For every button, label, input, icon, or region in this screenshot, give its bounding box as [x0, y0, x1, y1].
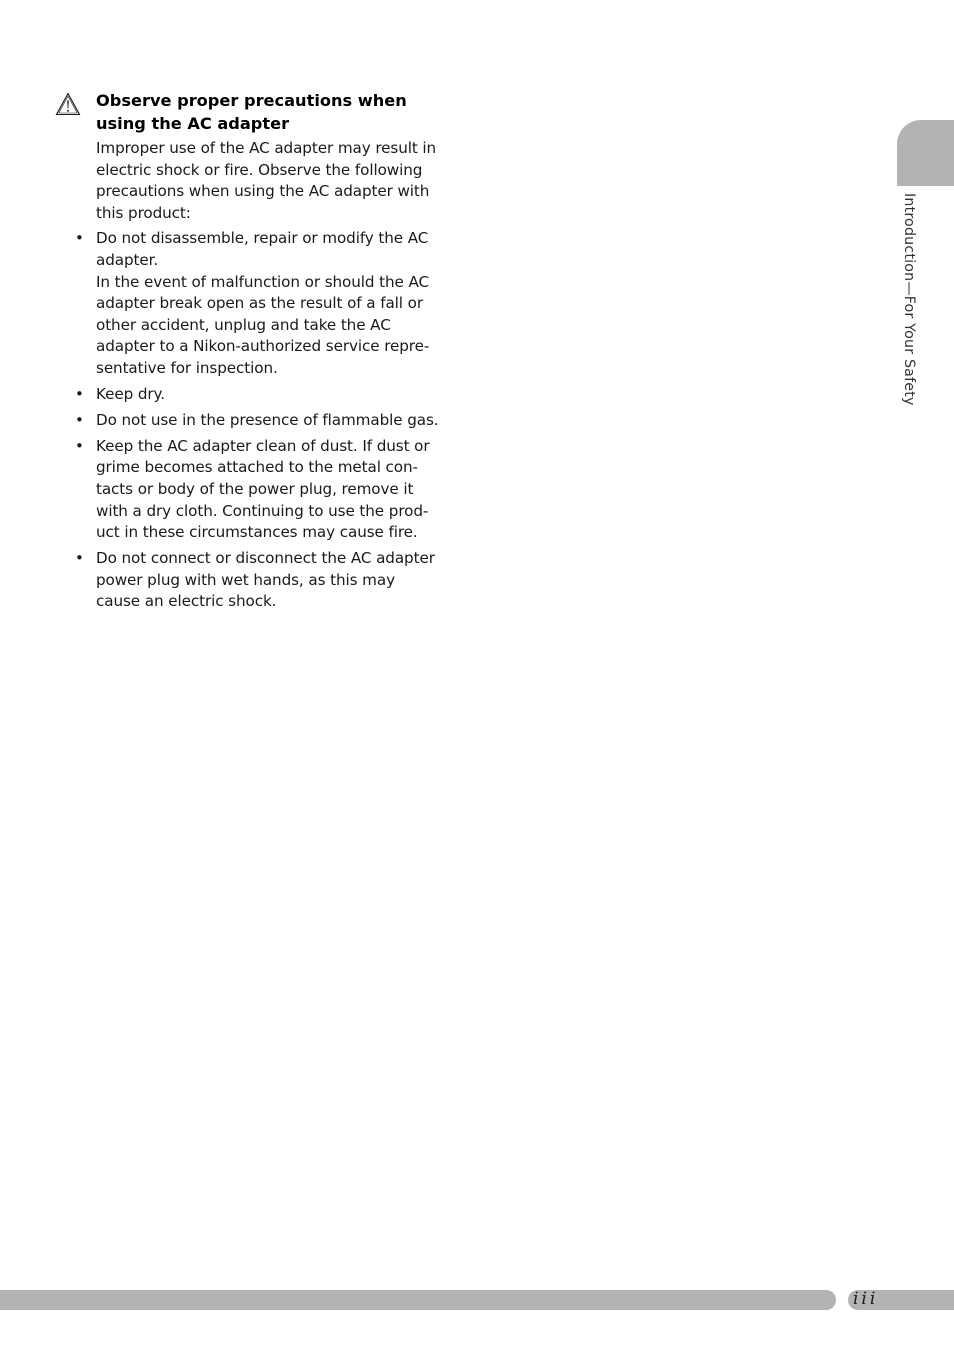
list-item-line: adapter.	[96, 250, 159, 269]
intro-paragraph	[96, 138, 456, 224]
ac-adapter-precautions-section	[75, 89, 456, 617]
bullet-icon: •	[75, 229, 84, 248]
list-item	[75, 384, 456, 406]
intro-line: electric shock or fire. Observe the following	[96, 160, 423, 179]
list-item-line: power plug with wet hands, as this may	[96, 570, 395, 589]
list-item	[75, 410, 456, 432]
list-item-line: tacts or body of the power plug, remove it	[96, 480, 414, 499]
list-item-line: adapter to a Nikon-authorized service repre-	[96, 337, 430, 356]
list-item-line: uct in these circumstances may cause fire.	[96, 523, 418, 542]
list-item	[75, 228, 456, 379]
chapter-label: Introduction—For Your Safety	[901, 193, 917, 406]
list-item-line: other accident, unplug and take the AC	[96, 315, 391, 334]
list-item-line: Keep the AC adapter clean of dust. If dust or	[96, 436, 430, 455]
intro-line: this product:	[96, 203, 191, 222]
list-item-line: Do not use in the presence of flammable gas.	[96, 410, 439, 429]
section-title	[96, 89, 456, 135]
list-item-line: cause an electric shock.	[96, 592, 277, 611]
list-item-line: Keep dry.	[96, 384, 165, 403]
warning-triangle-icon	[55, 92, 81, 116]
chapter-tab	[897, 120, 954, 186]
list-item-line: adapter break open as the result of a fall or	[96, 294, 423, 313]
footer-bar	[0, 1290, 836, 1310]
bullet-icon: •	[75, 410, 84, 429]
list-item	[75, 548, 456, 613]
list-item-line: Do not disassemble, repair or modify the AC	[96, 229, 429, 248]
precautions-list	[75, 228, 456, 613]
intro-line: Improper use of the AC adapter may result in	[96, 139, 437, 157]
intro-line: precautions when using the AC adapter with	[96, 182, 430, 201]
list-item	[75, 436, 456, 544]
list-item-line: sentative for inspection.	[96, 358, 278, 377]
list-item-line: grime becomes attached to the metal con-	[96, 458, 418, 477]
bullet-icon: •	[75, 436, 84, 455]
list-item-line: with a dry cloth. Continuing to use the prod-	[96, 501, 429, 520]
page-number: iii	[853, 1289, 879, 1309]
bullet-icon: •	[75, 549, 84, 568]
section-title-line: using the AC adapter	[96, 114, 290, 133]
section-title-line: Observe proper precautions when	[96, 91, 407, 110]
bullet-icon: •	[75, 384, 84, 403]
list-item-line: Do not connect or disconnect the AC adapter	[96, 549, 435, 568]
list-item-line: In the event of malfunction or should the AC	[96, 272, 430, 291]
